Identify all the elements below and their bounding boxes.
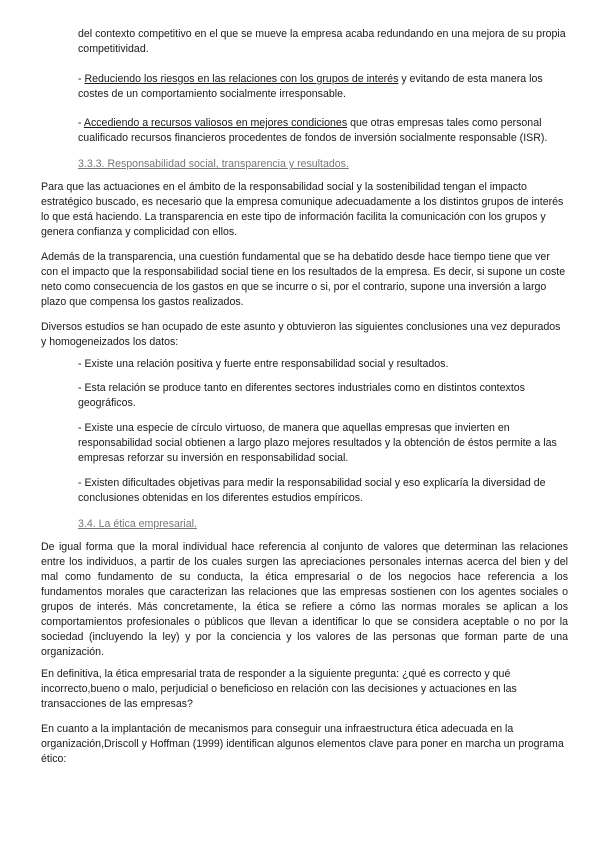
paragraph-diversos-estudios: Diversos estudios se han ocupado de este asunto y obtuvieron las siguientes conclusiones una vez depurados y homogeneizados los datos: [41, 321, 561, 348]
bullet-text: y evitando de esta manera los costes de un comportamiento socialmente irresponsable. [78, 73, 543, 100]
bullet-reduciendo-riesgos [78, 72, 568, 102]
conclusion-item-1: - Existe una relación positiva y fuerte entre responsabilidad social y resultados. [78, 358, 449, 370]
bullet-accediendo-recursos [78, 116, 568, 146]
underlined-phrase: Reduciendo los riesgos en las relaciones con los grupos de interés [84, 73, 399, 85]
conclusion-item-3: - Existe una especie de círculo virtuoso, de manera que aquellas empresas que invierten en responsabilidad social obtienen a largo plazo mejores resultados y la obtención de éstos permite a las empresas reforzar su inversión en responsabilidad social. [78, 422, 557, 464]
bullet-text: que otras empresas tales como personal cualificado recursos financieros procedentes de fondos de inversión socialmente responsable (ISR). [78, 117, 548, 144]
underlined-phrase: Accediendo a recursos valiosos en mejores condiciones [83, 117, 348, 129]
paragraph-transparencia: Para que las actuaciones en el ámbito de la responsabilidad social y la sostenibilidad tengan el impacto estratégico buscado, es necesario que la empresa comunique adecuadamente a los distintos grupos de interés lo que está haciendo. La transparencia en este tipo de información facilita la comunicación con los grupos y genera confianza y complicidad con ellos. [41, 181, 564, 238]
bullet-dash: - [78, 73, 85, 85]
conclusion-item-4: - Existen dificultades objetivas para medir la responsabilidad social y eso explicaría la diversidad de conclusiones obtenidas en los diferentes estudios empíricos. [78, 477, 546, 504]
paragraph-programa-etico: En cuanto a la implantación de mecanismos para conseguir una infraestructura ética adecuada en la organización,Driscoll y Hoffman (1999) identifican algunos elementos clave para poner en marcha un programa ético: [41, 723, 564, 765]
paragraph-competitividad: del contexto competitivo en el que se mueve la empresa acaba redundando en una mejora de su propia competitividad. [78, 28, 566, 55]
paragraph-pregunta-etica: En definitiva, la ética empresarial trata de responder a la siguiente pregunta: ¿qué es correcto y qué incorrecto,bueno o malo, perjudicial o beneficioso en relación con las decisiones y actuaciones en las transacciones de las empresas? [41, 668, 517, 710]
section-heading-3-4: 3.4. La ética empresarial. [78, 518, 197, 530]
bullet-dash: - [78, 117, 84, 129]
conclusion-item-2: - Esta relación se produce tanto en diferentes sectores industriales como en distintos contextos geográficos. [78, 382, 525, 409]
paragraph-etica-empresarial: De igual forma que la moral individual hace referencia al conjunto de valores que determinan las relaciones entre los individuos, a partir de los cuales surgen las apreciaciones personales internas acerca del bien y del mal como fundamento de su conducta, la ética empresarial o de los negocios hace referencia a los fundamentos morales que caracterizan las relaciones que las empresas sostienen con los agentes sociales o grupos de interés. Más concretamente, la ética se refiere a cómo las normas morales se aplican a los comportamientos profesionales o públicos que llevan a identificar lo que se considera aceptable o no por la sociedad (incluyendo la ley) y por la conciencia y los valores de las personas que forman parte de una organización. [41, 541, 568, 658]
paragraph-impacto-resultados: Además de la transparencia, una cuestión fundamental que se ha debatido desde hace tiempo tiene que ver con el impacto que la responsabilidad social tiene en los resultados de la empresa. Es decir, si supone un coste neto como consecuencia de los gastos en que se incurre o si, por el contrario, supone una inversión a largo plazo que compensa los gastos realizados. [41, 251, 566, 308]
section-heading-3-3-3: 3.3.3. Responsabilidad social, transparencia y resultados. [78, 158, 349, 170]
